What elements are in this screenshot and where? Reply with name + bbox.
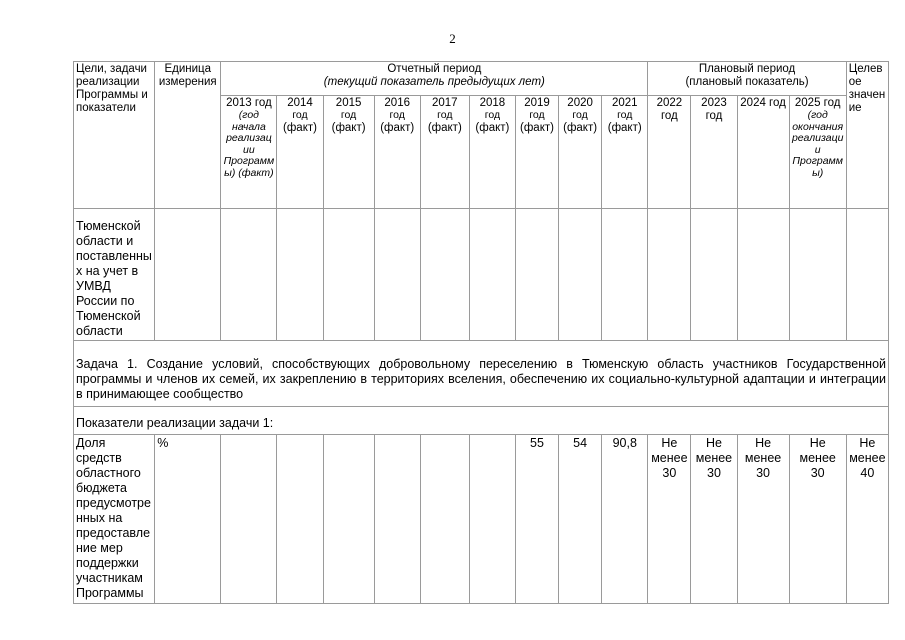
plan-2024: Не менее 30 [737, 435, 789, 604]
page-number: 2 [449, 31, 456, 46]
year-2013-header [221, 96, 277, 209]
planned-period-title: Плановый период [698, 63, 796, 75]
year-2022-header: 2022 год [648, 96, 691, 209]
reporting-period-subtitle: (текущий показатель предыдущих лет) [323, 76, 545, 88]
year-2018-header: 2018 год (факт) [469, 96, 515, 209]
reporting-period-title: Отчетный период [387, 63, 482, 75]
year-2013-label: 2013 год [226, 97, 272, 109]
plan-2025: Не менее 30 [789, 435, 846, 604]
value-2019: 55 [515, 435, 558, 604]
year-2014-header: 2014 год (факт) [277, 96, 323, 209]
reporting-period-header [221, 62, 648, 96]
program-indicators-table [73, 61, 889, 604]
task-indicators-row [74, 407, 889, 435]
goal-text-cell: Тюменской области и поставленных на учет в УМВД России по Тюменской области [74, 209, 155, 341]
col-unit-header: Единица измерения [155, 62, 221, 209]
table-row [74, 435, 889, 604]
year-2023-header: 2023 год [691, 96, 737, 209]
indicator-name: Доля средств областного бюджета предусмотренных на предоставление мер поддержки участникам Программы [74, 435, 155, 604]
year-2015-header: 2015 год (факт) [323, 96, 374, 209]
year-2019-header: 2019 год (факт) [515, 96, 558, 209]
year-2013-note: (год начала реализации Программы) (факт) [223, 109, 275, 179]
planned-period-subtitle: (плановый показатель) [685, 76, 809, 88]
task-1-text: Задача 1. Создание условий, способствующих добровольному переселению в Тюменскую область участников Государственной программы и членов их семей, их закреплению в территориях вселения, обеспечению их социально-культурной адаптации и интеграции в принимающее сообщество [74, 341, 889, 407]
col-goals-header: Цели, задачи реализации Программы и показатели [74, 62, 155, 209]
table-row [74, 209, 889, 341]
planned-period-header [648, 62, 846, 96]
year-2020-header: 2020 год (факт) [559, 96, 602, 209]
value-2020: 54 [559, 435, 602, 604]
value-2021: 90,8 [602, 435, 648, 604]
target-value-header: Целевое значение [846, 62, 888, 209]
task-row [74, 341, 889, 407]
plan-2022: Не менее 30 [648, 435, 691, 604]
year-2025-label: 2025 год [794, 97, 841, 109]
header-row-1 [74, 62, 889, 96]
plan-2023: Не менее 30 [691, 435, 737, 604]
year-2016-header: 2016 год (факт) [374, 96, 420, 209]
task-1-indicators-label: Показатели реализации задачи 1: [74, 407, 889, 435]
target-value: Не менее 40 [846, 435, 888, 604]
year-2021-header: 2021 год (факт) [602, 96, 648, 209]
year-2025-note: (год окончания реализации Программы) [791, 109, 844, 179]
year-2017-header: 2017 год (факт) [420, 96, 469, 209]
year-2025-header [789, 96, 846, 209]
indicator-unit: % [155, 435, 221, 604]
year-2024-header: 2024 год [737, 96, 789, 209]
